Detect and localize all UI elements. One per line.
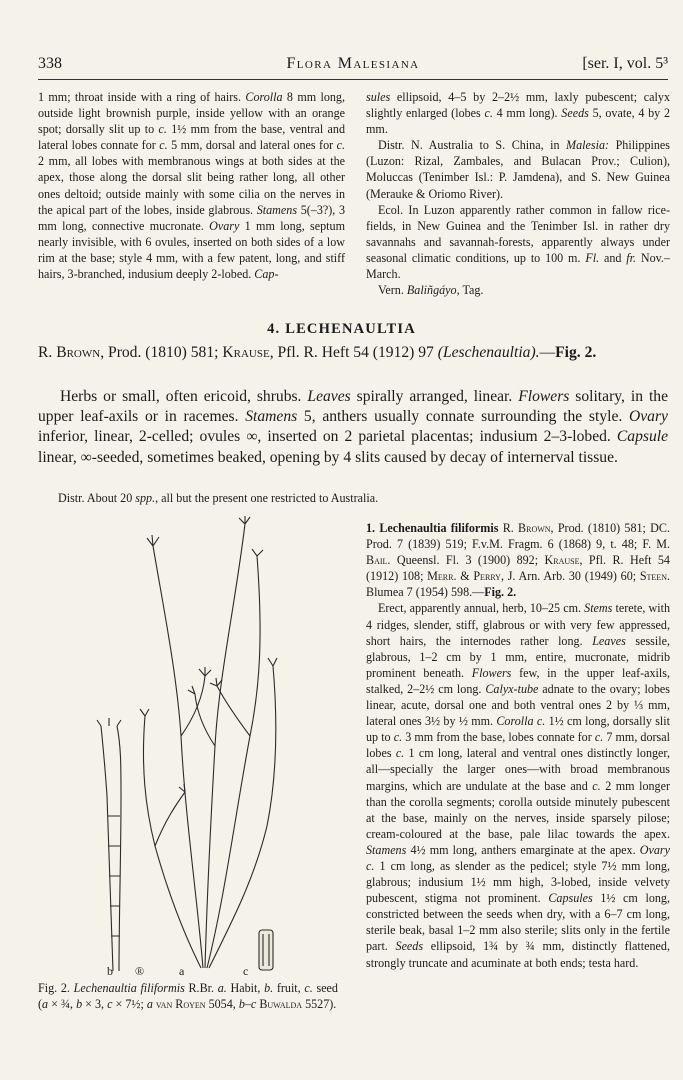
t: c. <box>304 981 313 995</box>
t: ellipsoid, 1¾ by ¾ mm, distinctly flattened, strongly truncate and acuminate at both ends; testa hard. <box>366 939 670 970</box>
t: Seeds <box>395 939 424 954</box>
t: few, in the upper leaf-axils, stalked, 2–2½ cm long. <box>366 665 671 696</box>
t: Malesia: <box>566 138 610 153</box>
t: b <box>76 997 83 1011</box>
t: c. <box>484 106 493 121</box>
t: 4½ mm long, anthers emarginate at the apex. <box>406 842 640 857</box>
vernacular-paragraph <box>366 282 670 298</box>
seed-drawing-c <box>259 930 273 970</box>
t: c <box>107 997 113 1011</box>
journal-title: Flora Malesiana <box>286 55 420 72</box>
t: c. <box>395 746 405 761</box>
t: Stamens <box>256 202 298 217</box>
habit-drawing <box>140 516 277 968</box>
t: a <box>146 997 153 1011</box>
t: Leaves <box>307 388 351 405</box>
series-volume: [ser. I, vol. 5³ <box>582 55 668 72</box>
t: × 3, <box>82 997 108 1011</box>
t: Fig. 2. <box>484 585 517 600</box>
t: c. <box>366 858 375 873</box>
t: adnate to the ovary; lobes linear, acute, dorsal one and both ventral ones 2 by ⅓ mm, lateral ones 3½ by ½ mm. <box>366 681 671 729</box>
capsule-description <box>366 89 670 137</box>
t: Baliñgáyo <box>406 283 457 298</box>
genus-citation <box>38 343 668 363</box>
t: , Prod. (1810) 581; <box>100 344 223 361</box>
t: × 7½; <box>112 997 147 1011</box>
t: Flowers <box>518 388 570 405</box>
t: Erect, apparently annual, herb, 10–25 cm. <box>378 601 585 616</box>
fig-label-c: c <box>243 964 249 976</box>
genus-description <box>38 387 668 468</box>
t: Bail. <box>366 553 391 568</box>
t: c. <box>592 778 601 793</box>
t: terete, with 4 ridges, slender, stiff, glabrous or with very few appressed, short hairs, the internodes rather long. <box>366 601 670 648</box>
t: Ovary <box>209 218 240 233</box>
t: Stamens <box>366 842 407 857</box>
t: Steen. <box>639 569 670 584</box>
t: × ¾, <box>48 997 77 1011</box>
corolla-description <box>38 89 345 282</box>
t: Cap- <box>254 267 279 282</box>
t: Buwalda <box>259 997 303 1011</box>
ecology-paragraph <box>366 202 670 282</box>
t: 7 mm, dorsal lobes <box>366 730 670 761</box>
figure-caption <box>38 980 338 1012</box>
fig-label-b: b <box>107 964 113 976</box>
t: b. <box>264 981 274 995</box>
t: , all but the present one restricted to Australia. <box>155 491 379 505</box>
t: , Tag. <box>456 283 484 298</box>
t: 4 mm long). <box>492 106 562 121</box>
t: c. <box>336 138 345 153</box>
t: c. <box>393 730 403 745</box>
t: 5, ovate, 4 by 2 mm. <box>366 106 671 137</box>
t: Distr. N. Australia to S. China, in <box>378 138 567 153</box>
t: Ecol. In Luzon apparently rather common in fallow rice-fields, in New Guinea and the Tenimber Isl. in rather dry savannahs and savannah-forests, apparently always under seasonal climatic conditions, up to 100 m. <box>366 202 670 265</box>
t: and <box>599 250 627 265</box>
t: Fig. 2. <box>555 344 597 361</box>
t: 5054, <box>205 997 239 1011</box>
t: Ovary <box>629 408 668 426</box>
figure-illustration <box>85 516 325 976</box>
distribution-paragraph <box>366 137 670 201</box>
t: Merr. & Perry <box>427 569 501 584</box>
t: Seeds <box>561 106 589 121</box>
t: 1½ mm from the base, ventral and lateral lobes connate for <box>38 122 346 153</box>
fig-label-mark: ® <box>135 964 145 976</box>
t: 1 mm; throat inside with a ring of hairs. <box>38 90 246 104</box>
species-citation <box>366 520 670 600</box>
t: R.Br. <box>184 981 218 995</box>
t: Stamens <box>245 408 298 426</box>
t: 8 mm long, outside light brownish purple, inside yellow with an orange spot; dorsally slit up to <box>38 90 345 137</box>
t: Blumea 7 (1954) 598.— <box>366 585 485 600</box>
t: Nov.–March. <box>366 250 670 282</box>
header-rule <box>38 79 668 80</box>
t: Stems <box>584 601 613 616</box>
t: Distr. About 20 <box>58 491 136 505</box>
t: Calyx-tube <box>485 681 539 696</box>
t: Ovary <box>639 842 670 857</box>
t: solitary, in the upper leaf-axils or in racemes. <box>38 388 668 426</box>
t: spirally arranged, linear. <box>350 388 519 405</box>
t: 1 cm long, as slender as the pedicel; style 7½ mm long, glabrous; indusium 1½ mm high, 3-lobed, inside velvety pubescent, stigma not prominent. <box>366 858 670 906</box>
t: c. <box>594 730 604 745</box>
t: 1 mm long, septum nearly invisible, with 6 ovules, inserted on both sides of a low rim at the base; style 4 mm, with a few patent, long, and stiff hairs, 3-branched, indusium deeply 2-lobed. <box>38 218 345 282</box>
t: , J. Arn. Arb. 30 (1949) 60; <box>500 569 640 584</box>
t: c. <box>158 122 167 137</box>
t: Herbs or small, often ericoid, shrubs. <box>60 388 308 405</box>
t: spp. <box>135 491 156 505</box>
t: linear, ∞-seeded, sometimes beaked, opening by 4 slits caused by decay of internerval tissue. <box>38 448 618 466</box>
t: — <box>539 344 556 361</box>
genus-distribution <box>58 491 668 506</box>
t: a <box>42 997 49 1011</box>
t: Fig. 2. <box>38 981 74 995</box>
t: 5, anthers usually connate surrounding the style. <box>297 408 629 426</box>
species-column <box>366 520 670 971</box>
t: Queensl. Fl. 3 (1900) 892; <box>390 553 545 568</box>
t: Flowers <box>471 665 512 680</box>
t: 1½ cm long, constricted between the seeds when dry, with a 6–7 cm long, sterile beak, basal 1–2 mm also sterile; slits only in the fertile part. <box>366 891 670 954</box>
t: (Leschenaultia). <box>437 344 540 361</box>
t: Corolla <box>496 714 534 729</box>
t: , Pfl. R. Heft 54 (1912) 97 <box>269 344 438 361</box>
page-number: 338 <box>38 55 62 72</box>
t: c. <box>159 138 168 153</box>
t: van Royen <box>155 997 206 1011</box>
t: 1. Lechenaultia filiformis <box>366 521 499 535</box>
right-column-top <box>366 89 670 298</box>
t: Leaves <box>592 633 626 648</box>
t: Capsules <box>548 891 593 906</box>
t: ellipsoid, 4–5 by 2–2½ mm, laxly pubescent; calyx slightly enlarged (lobes <box>366 90 670 121</box>
t: 5527). <box>302 997 337 1011</box>
species-description <box>366 600 670 970</box>
t: Habit, <box>226 981 265 995</box>
page-header <box>38 55 668 79</box>
t: Krause <box>544 553 580 568</box>
t: c. <box>536 714 546 729</box>
t: fr. <box>626 250 637 265</box>
t: , Prod. (1810) 581; DC. Prod. 7 (1839) 519; F.v.M. Fragm. 6 (1868) 9, t. 48; F. M. <box>366 521 670 552</box>
t: R. Brown <box>38 344 101 361</box>
t: Philippines (Luzon: Rizal, Zambales, and Bulacan Prov.; Culion), Moluccas (Tenimber Isl.: P. Jamdena), and S. New Guinea (Merauke & Oriomo River). <box>366 138 670 201</box>
t: Krause <box>222 344 270 361</box>
t: fruit, <box>273 981 305 995</box>
t: sessile, glabrous, 1–2 cm by 1 mm, entire, mucronate, midrib prominent beneath. <box>366 633 670 680</box>
fruit-drawing-b <box>97 718 121 971</box>
t: Capsule <box>616 428 668 446</box>
t: b–c <box>238 997 257 1011</box>
t: R. Brown <box>498 521 551 535</box>
genus-heading: 4. LECHENAULTIA <box>267 321 416 337</box>
t: Corolla <box>245 90 283 104</box>
t: 5 mm, dorsal and lateral ones for <box>167 138 337 153</box>
t: Vern. <box>378 283 407 298</box>
t: , Pfl. R. Heft 54 (1912) 108; <box>366 553 670 584</box>
t: 5(–3?), 3 mm long, connective mucronate. <box>38 202 345 233</box>
fig-label-a: a <box>179 964 185 976</box>
t: a. <box>217 981 227 995</box>
t: sules <box>366 90 391 104</box>
t: 3 mm from the base, lobes connate for <box>402 730 595 745</box>
left-column-top <box>38 89 345 282</box>
t: 2 mm longer than the corolla segments; corolla outside minutely pubescent at the base, mainly on the nerves, inside sparsely pilose; cream-coloured at the base, pale lilac towards the apex. <box>366 778 671 841</box>
t: seed ( <box>38 981 338 1011</box>
t: 2 mm, all lobes with membranous wings at both sides at the apex, those along the dorsal slit being rather long, all other ones deltoid; outside mainly with some cilia on the nerves in the apical part of the lobes, inside glabrous. <box>38 154 345 217</box>
t: 1 cm long, lateral and ventral ones distinctly longer, all—specially the larger ones—with broad membranous margins, which are undulate at the base and <box>366 746 670 793</box>
t: Lechenaultia filiformis <box>73 981 185 995</box>
t: Fl. <box>585 250 600 265</box>
t: inferior, linear, 2-celled; ovules ∞, inserted on 2 parietal placentas; indusium 2–3-lobed. <box>38 428 617 446</box>
t: 1½ cm long, dorsally slit up to <box>366 714 670 745</box>
